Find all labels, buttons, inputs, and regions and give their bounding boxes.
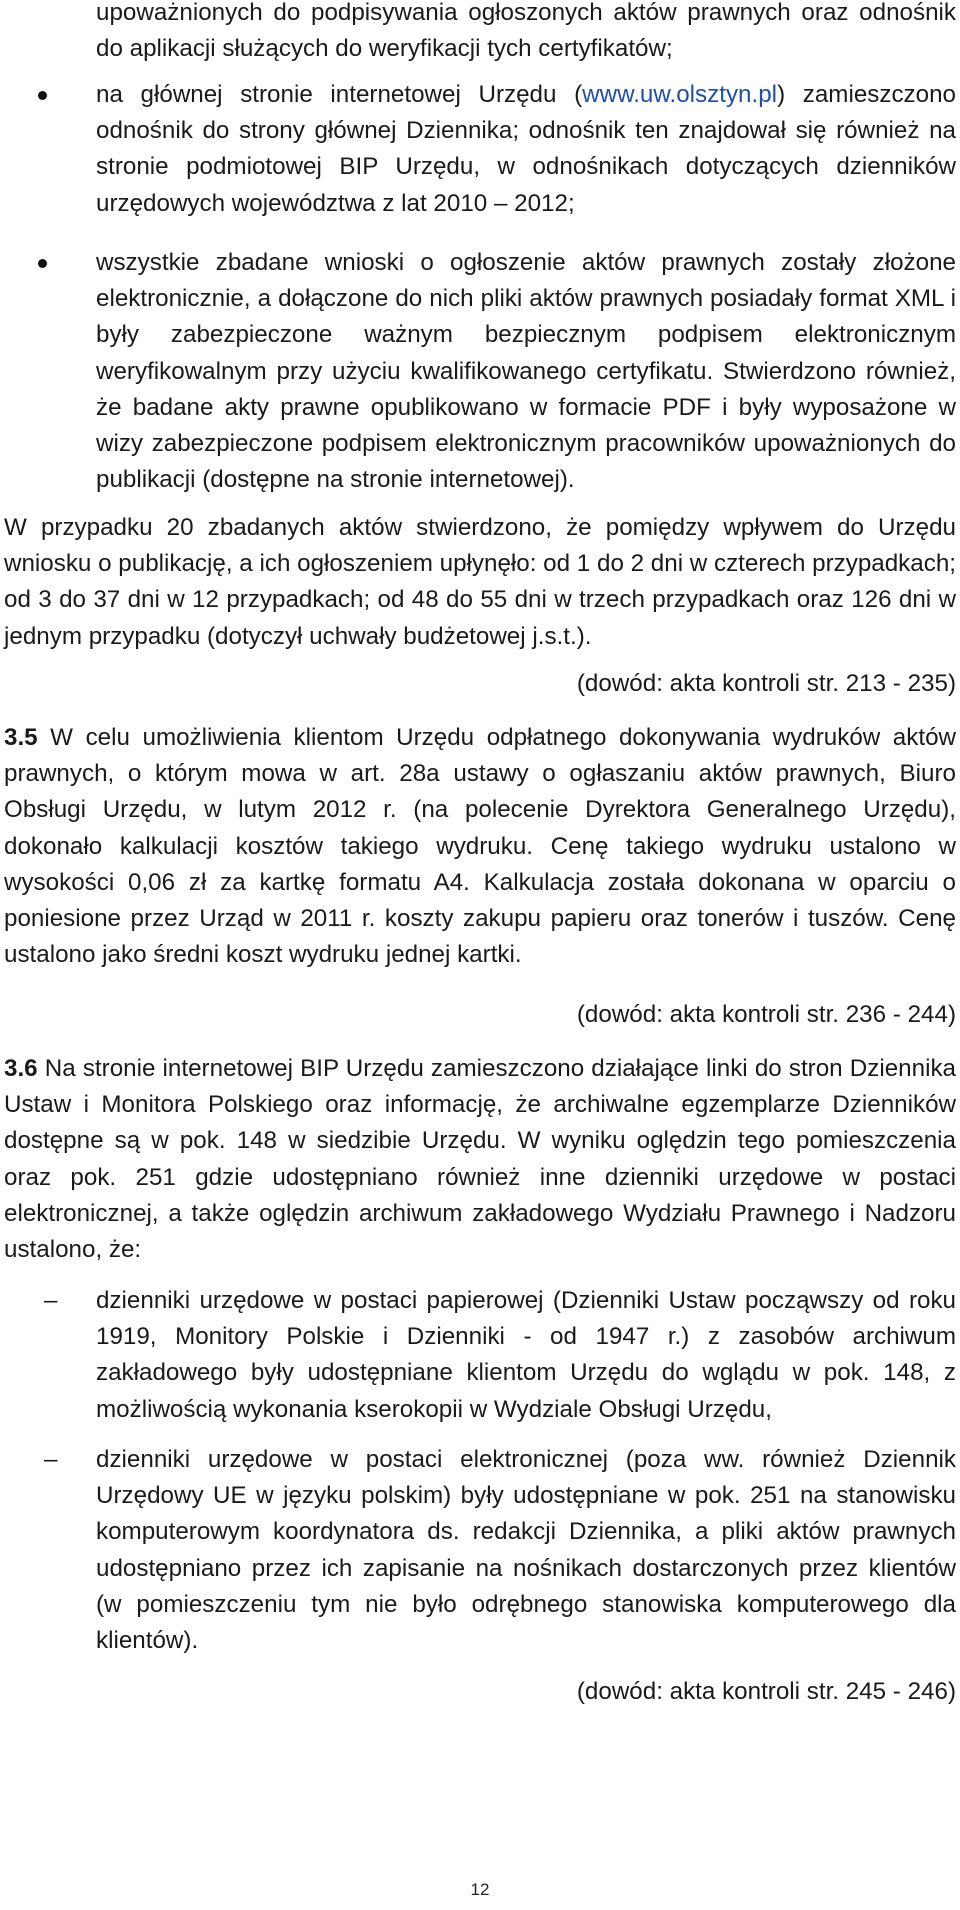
bullet-dot-icon	[38, 259, 47, 268]
proof-reference	[577, 997, 956, 1033]
dash-list-item	[44, 1283, 956, 1428]
continuation-text: upoważnionych do podpisywania ogłoszonych aktów prawnych oraz odnośnik do aplikacji służących do weryfikacji tych certyfikatów;	[96, 0, 956, 63]
bullet-continuation	[96, 0, 956, 67]
proof-text: (dowód: akta kontroli str. 245 - 246)	[576, 1678, 956, 1705]
bullet-dot-icon	[38, 91, 47, 100]
bullet-text: ) zamieszczono odnośnik do strony głównej Dziennika; odnośnik ten znajdował się również na stronie podmiotowej BIP Urzędu, w odnośnikach dotyczących dzienników urzędowych województwa z lat 2010 – 2012;	[96, 81, 956, 217]
section-3-5	[4, 720, 956, 973]
bullet-item	[96, 245, 956, 498]
website-link[interactable]: www.uw.olsztyn.pl	[582, 81, 778, 108]
bullet-text: wszystkie zbadane wnioski o ogłoszenie aktów prawnych zostały złożone elektronicznie, a dołączone do nich pliki aktów prawnych posiadały format XML i były zabezpieczone ważnym bezpiecznym podpisem elektronicznym weryfikowalnym przy użyciu kwalifikowanego certyfikatu. Stwierdzono również, że badane akty prawne opublikowano w formacie PDF i były wyposażone w wizy zabezpieczone podpisem elektronicznym pracowników upoważnionych do publikacji (dostępne na stronie internetowej).	[96, 249, 956, 494]
section-number: 3.5	[4, 724, 38, 751]
dash-list-item	[44, 1442, 956, 1659]
bullet-item	[96, 77, 956, 222]
section-number: 3.6	[4, 1055, 38, 1082]
proof-text: (dowód: akta kontroli str. 213 - 235)	[576, 670, 956, 697]
paragraph-text: W przypadku 20 zbadanych aktów stwierdzono, że pomiędzy wpływem do Urzędu wniosku o publikację, a ich ogłoszeniem upłynęło: od 1 do 2 dni w czterech przypadkach; od 3 do 37 dni w 12 przypadkach; od 48 do 55 dni w trzech przypadkach oraz 126 dni w jednym przypadku (dotyczył uchwały budżetowej j.s.t.).	[4, 514, 956, 650]
proof-text: (dowód: akta kontroli str. 236 - 244)	[576, 1001, 956, 1028]
proof-reference	[577, 666, 956, 702]
dash-item-text: dzienniki urzędowe w postaci elektronicznej (poza ww. również Dziennik Urzędowy UE w języku polskim) były udostępniane w pok. 251 na stanowisku komputerowym koordynatora ds. redakcji Dziennika, a pliki aktów prawnych udostępniano przez ich zapisanie na nośnikach dostarczonych przez klientów (w pomieszczeniu tym nie było odrębnego stanowiska komputerowego dla klientów).	[96, 1446, 956, 1655]
section-text: W celu umożliwienia klientom Urzędu odpłatnego dokonywania wydruków aktów prawnych, o którym mowa w art. 28a ustawy o ogłaszaniu aktów prawnych, Biuro Obsługi Urzędu, w lutym 2012 r. (na polecenie Dyrektora Generalnego Urzędu), dokonało kalkulacji kosztów takiego wydruku. Cenę takiego wydruku ustalono w wysokości 0,06 zł za kartkę formatu A4. Kalkulacja została dokonana w oparciu o poniesione przez Urząd w 2011 r. koszty zakupu papieru oraz tonerów i tuszów. Cenę ustalono jako średni koszt wydruku jednej kartki.	[4, 724, 956, 969]
section-3-6	[4, 1051, 956, 1268]
proof-reference	[577, 1674, 956, 1710]
dash-icon: –	[44, 1446, 58, 1473]
paragraph-20-acts	[4, 510, 956, 655]
dash-icon: –	[44, 1287, 58, 1314]
page-number: 12	[470, 1880, 490, 1899]
dash-item-text: dzienniki urzędowe w postaci papierowej (Dzienniki Ustaw począwszy od roku 1919, Monitory Polskie i Dzienniki - od 1947 r.) z zasobów archiwum zakładowego były udostępniane klientom Urzędu do wglądu w pok. 148, z możliwością wykonania kserokopii w Wydziale Obsługi Urzędu,	[96, 1287, 956, 1423]
bullet-text: na głównej stronie internetowej Urzędu (	[96, 81, 583, 108]
section-text: Na stronie internetowej BIP Urzędu zamieszczono działające linki do stron Dziennika Ustaw i Monitora Polskiego oraz informację, że archiwalne egzemplarze Dzienników dostępne są w pok. 148 w siedzibie Urzędu. W wyniku oględzin tego pomieszczenia oraz pok. 251 gdzie udostępniano również inne dzienniki urzędowe w postaci elektronicznej, a także oględzin archiwum zakładowego Wydziału Prawnego i Nadzoru ustalono, że:	[4, 1055, 956, 1264]
